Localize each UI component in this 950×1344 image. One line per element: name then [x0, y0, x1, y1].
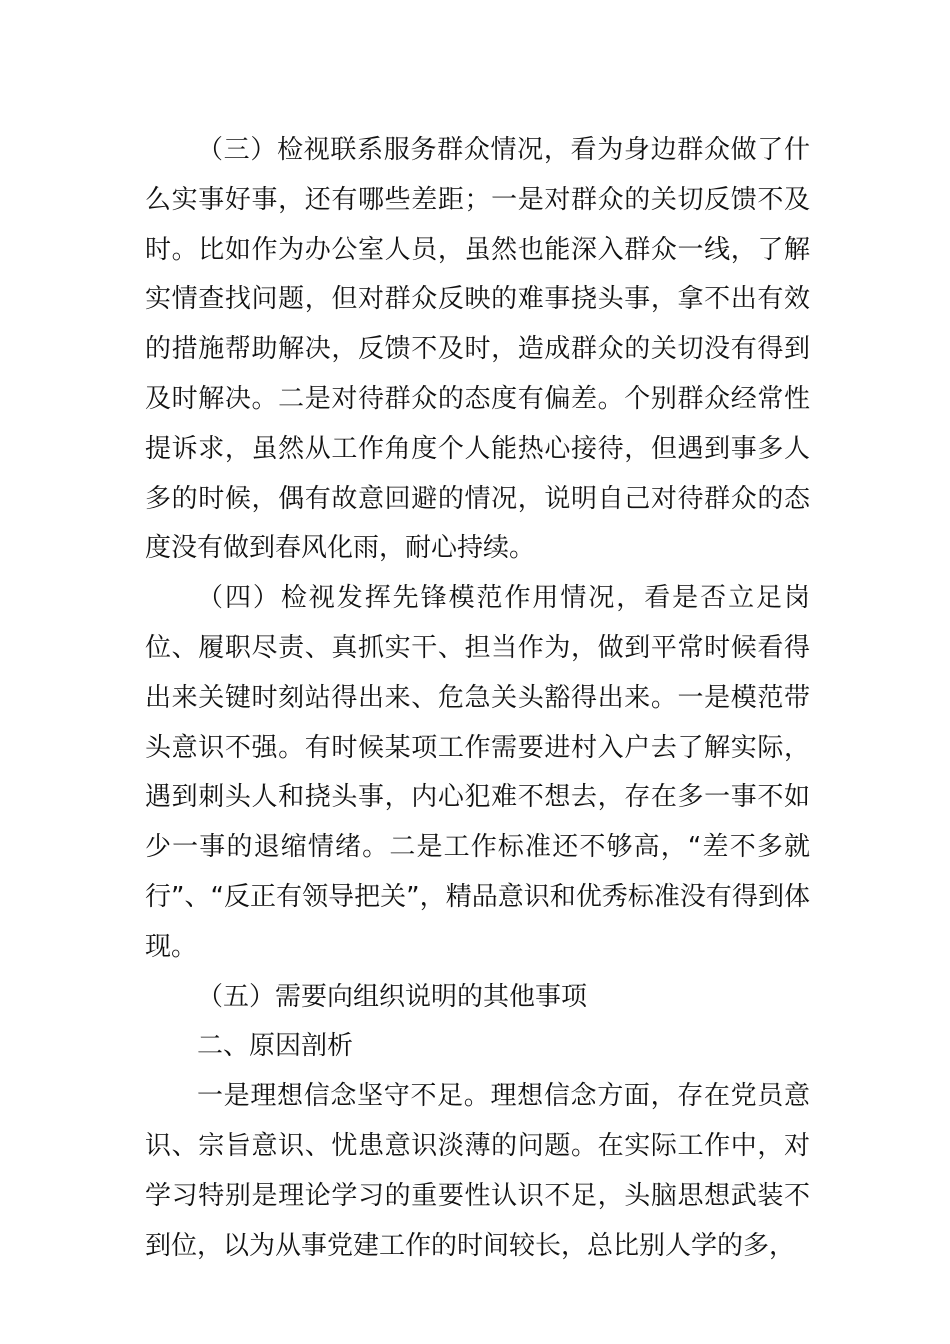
document-body [145, 126, 810, 1271]
paragraph-section-three: （三）检视联系服务群众情况，看为身边群众做了什么实事好事，还有哪些差距；一是对群众的关切反馈不及时。比如作为办公室人员，虽然也能深入群众一线，了解实情查找问题，但对群众反映的难事挠头事，拿不出有效的措施帮助解决，反馈不及时，造成群众的关切没有得到及时解决。二是对待群众的态度有偏差。个别群众经常性提诉求，虽然从工作角度个人能热心接待，但遇到事多人多的时候，偶有故意回避的情况，说明自己对待群众的态度没有做到春风化雨，耐心持续。 [145, 135, 810, 564]
paragraph-ideals-beliefs: 一是理想信念坚守不足。理想信念方面，存在党员意识、宗旨意识、忧患意识淡薄的问题。在实际工作中，对学习特别是理论学习的重要性认识不足，头脑思想武装不到位，以为从事党建工作的时间较长，总比别人学的多， [145, 1081, 810, 1261]
heading-cause-analysis: 二、原因剖析 [197, 1031, 354, 1062]
paragraph-section-four: （四）检视发挥先锋模范作用情况，看是否立足岗位、履职尽责、真抓实干、担当作为，做到平常时候看得出来关键时刻站得出来、危急关头豁得出来。一是模范带头意识不强。有时候某项工作需要进村入户去了解实际，遇到刺头人和挠头事，内心犯难不想去，存在多一事不如少一事的退缩情绪。二是工作标准还不够高，“差不多就行”、“反正有领导把关”，精品意识和优秀标准没有得到体现。 [145, 583, 810, 962]
paragraph-section-five: （五）需要向组织说明的其他事项 [197, 981, 588, 1012]
